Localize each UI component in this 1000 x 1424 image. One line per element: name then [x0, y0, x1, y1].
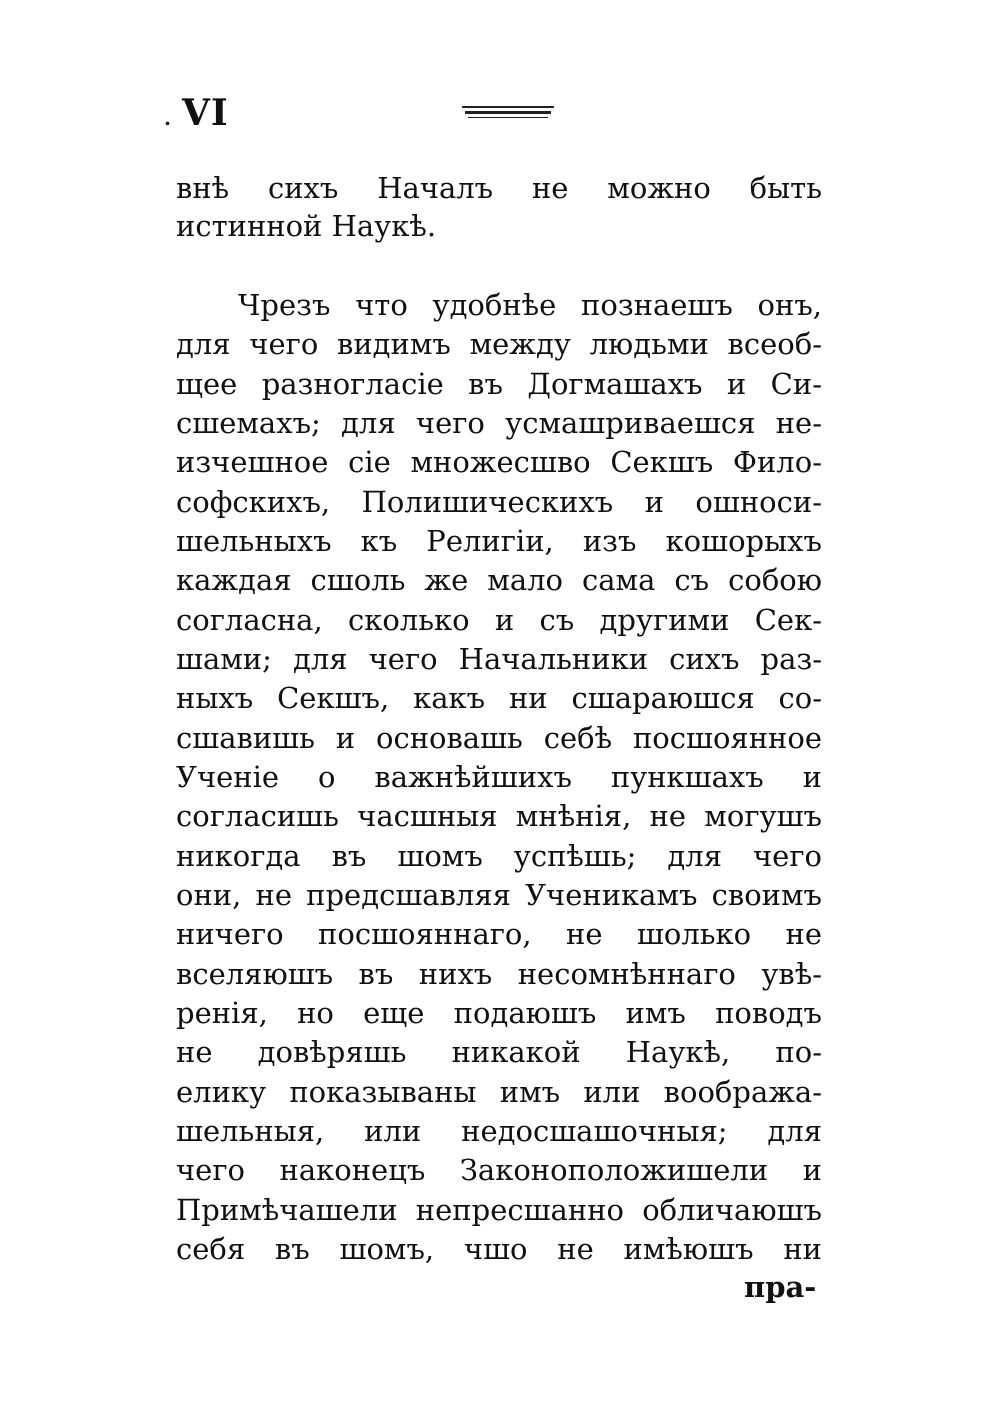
text-line: сшавишь и основашь себѣ посшоянное	[176, 721, 822, 755]
catchword: пра-	[744, 1270, 817, 1304]
page-number	[164, 92, 229, 134]
page-number-text: VI	[181, 92, 229, 134]
text-line: щее разногласіе въ Догмашахъ и Си-	[176, 367, 822, 401]
text-line: елику показываны имъ или вообража-	[176, 1075, 822, 1109]
text-line: для чего видимъ между людьми всеоб-	[176, 327, 822, 361]
text-line: вселяюшъ въ нихъ несомнѣннаго увѣ-	[176, 957, 822, 991]
text-line: софскихъ, Полишическихъ и ошноси-	[176, 485, 822, 519]
text-line: Примѣчашели непресшанно обличаюшъ	[176, 1193, 822, 1227]
text-line: ничего посшояннаго, не шолько не	[176, 917, 822, 951]
text-line: шами; для чего Начальники сихъ раз-	[176, 642, 822, 676]
text-line: чего наконецъ Законоположишели и	[176, 1153, 822, 1187]
text-line: шельныхъ къ Религіи, изъ кошорыхъ	[176, 524, 822, 558]
leading-mark: .	[164, 106, 172, 130]
text-line: сшемахъ; для чего усмашриваешся не-	[176, 406, 822, 440]
text-line: себя въ шомъ, чшо не имѣюшъ ни	[176, 1232, 822, 1266]
text-line: Чрезъ что удобнѣе познаешъ онъ,	[238, 288, 822, 322]
text-line: никогда въ шомъ успѣшь; для чего	[176, 839, 822, 873]
text-line: изчешное сіе множесшво Секшъ Фило-	[176, 445, 822, 479]
text-line: ныхъ Секшъ, какъ ни сшараюшся со-	[176, 681, 822, 715]
text-line: согласишь часшныя мнѣнія, не могушъ	[176, 799, 822, 833]
text-line: шельныя, или недосшашочныя; для	[176, 1114, 822, 1148]
text-line: ренія, но еще подаюшъ имъ поводъ	[176, 996, 822, 1030]
header-ornament-rule	[462, 106, 554, 122]
text-line: Ученіе о важнѣйшихъ пункшахъ и	[176, 760, 822, 794]
text-line: истинной Наукѣ.	[176, 209, 437, 243]
text-line: каждая сшоль же мало сама съ собою	[176, 563, 822, 597]
text-line: внѣ сихъ Началъ не можно быть	[176, 171, 822, 205]
text-line: не довѣряшь никакой Наукѣ, по-	[176, 1035, 822, 1069]
text-line: согласна, сколько и съ другими Сек-	[176, 603, 822, 637]
text-line: они, не предсшавляя Ученикамъ своимъ	[176, 878, 822, 912]
